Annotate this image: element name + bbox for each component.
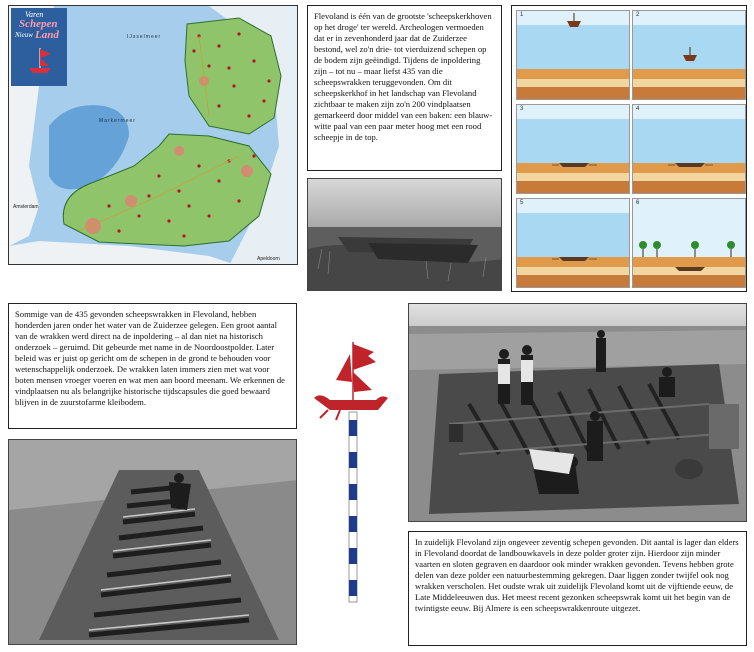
diagram-panel-2 (632, 10, 746, 100)
label-apeldoorn: Apeldoorn (257, 256, 280, 262)
diagram-panel-number: 2 (636, 12, 640, 18)
label-amsterdam: Amsterdam (13, 204, 39, 210)
map-title-line3: Nieuw (15, 31, 33, 39)
bottom-text-box (408, 531, 747, 646)
diagram-panel-graphic (633, 199, 745, 287)
map-title-line2: Schepen (19, 18, 58, 30)
red-ship-icon (25, 46, 55, 76)
diagram-panel-number: 6 (636, 200, 640, 206)
diagram-panel-graphic (517, 11, 629, 99)
bottom-text: In zuidelijk Flevoland zijn ongeveer zeventig schepen gevonden. Dit aantal is lager dan elders in Flevoland doordat de landbouwkavels in deze polder groter zijn. Hierdoor zijn minder vaarten en sloten gegraven en daardoor ook minder wrakken gevonden. Tevens hebben grote delen van deze polder een natuurbestemming gekregen. Daar liggen zonder twijfel ook nog wrakken verscholen. Het oudste wrak uit zuidelijk Flevoland komt uit de vijftiende eeuw, de Late Middeleeuwen dus. Het meest recent gezonken scheepswrak komt uit het begin van de twintigste eeuw. Bij Almere is een scheepswrakkenroute uitgezet. (415, 537, 739, 613)
map-title-line1: Varen (25, 10, 44, 19)
diagram-panel-number: 1 (520, 12, 524, 18)
label-ijsselmeer: IJsselmeer (127, 34, 162, 40)
map-title-line4: Land (35, 29, 59, 41)
diagram-panel-number: 3 (520, 106, 524, 112)
beacon-icon (310, 340, 390, 605)
diagram-panel-3 (516, 104, 630, 194)
diagram-panel-graphic (517, 199, 629, 287)
diagram-panel-graphic (517, 105, 629, 193)
diagram-panel-number: 4 (636, 106, 640, 112)
marker-beacon-illustration (310, 340, 390, 605)
label-markermeer: Markermeer (99, 118, 136, 124)
middle-text-box (8, 303, 297, 429)
sinking-process-diagram (511, 5, 747, 292)
diagram-panel-graphic (633, 11, 745, 99)
wreck-landscape-photo (307, 178, 502, 291)
map-logo (11, 8, 67, 86)
middle-text: Sommige van de 435 gevonden scheepswrakken in Flevoland, hebben honderden jaren onder het water van de Zuiderzee gelegen. Een groot aantal van de wrakken werd direct na de inpoldering – al dan niet na historisch onderzoek – geruimd. Dit gebeurde met name in de Noordoostpolder. Later beleid was er juist op gericht om de schepen in de grond te behouden voor wetenschappelijk onderzoek. De wrakken laten immers zien met wat voor boten mensen vroeger voeren en wat men aan boord meenam. We erkennen de vindplaatsen nu als belangrijke historische tijdscapsules die goed bewaard blijven in de zuurstofarme kleibodem. (15, 309, 285, 407)
diagram-panel-number: 5 (520, 200, 524, 206)
diagram-panel-6 (632, 198, 746, 288)
diagram-panel-graphic (633, 105, 745, 193)
diagram-panel-5 (516, 198, 630, 288)
wreck-skeleton-photo (8, 439, 297, 645)
diagram-panel-1 (516, 10, 630, 100)
flevoland-map (8, 5, 298, 265)
intro-text-box (307, 5, 502, 171)
diagram-panel-4 (632, 104, 746, 194)
intro-text: Flevoland is één van de grootste 'scheepskerkhoven op het droge' ter wereld. Archeologen vermoeden dat er in zevenhonderd jaar dat de Zuiderzee bestond, wel zo'n drie- tot vierduizend schepen op de bodem zijn geëindigd. Tijdens de inpoldering zijn – tot nu – maar liefst 435 van die scheepswrakken teruggevonden. Om dit scheepskerkhof in het landschap van Flevoland zichtbaar te maken zijn zo'n 200 vindplaatsen gemarkeerd door middel van een baken: een blauw-witte paal van een paar meter hoog met een rood scheepje in de top. (314, 11, 493, 142)
excavation-team-photo (408, 303, 747, 522)
